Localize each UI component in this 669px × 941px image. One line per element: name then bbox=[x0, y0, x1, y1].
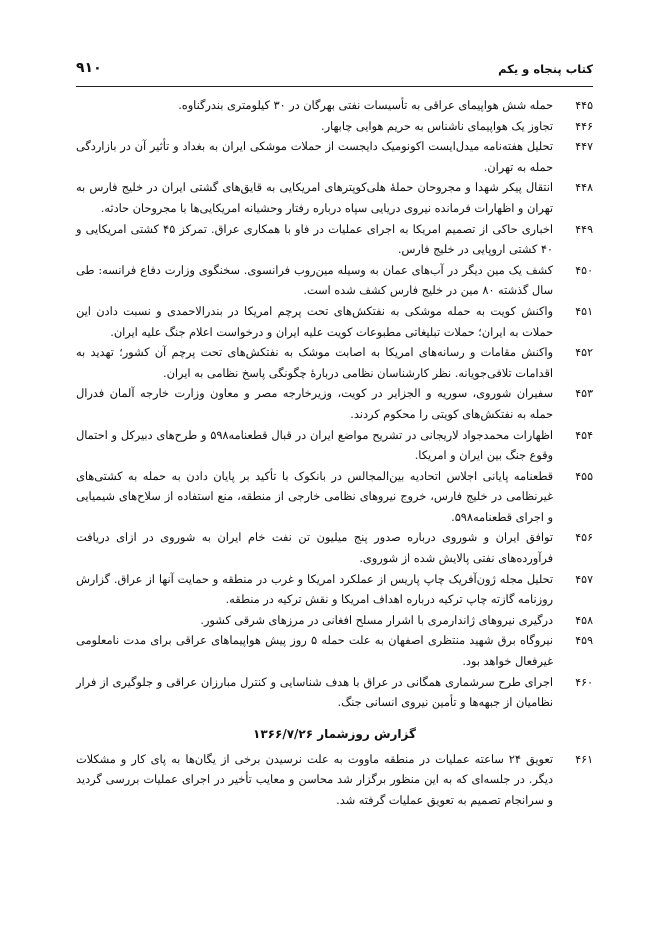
list-item bbox=[76, 426, 593, 467]
entry-text: تجاوز یک هواپیمای ناشناس به حریم هوایی چابهار. bbox=[320, 119, 553, 133]
entry-number: ۴۵۵ bbox=[575, 469, 593, 483]
entry-number: ۴۵۸ bbox=[575, 613, 593, 627]
entry-number: ۴۵۱ bbox=[575, 304, 593, 318]
entry-number: ۴۴۷ bbox=[575, 140, 593, 154]
entry-text: واکنش کویت به حمله موشکی به نفتکش‌های تحت پرچم امریکا در بندرالاحمدی و نسبت دادن این حملات به ایران؛ حملات تبلیغاتی مطبوعات کویت علیه ایران و درخواست اعلام جنگ علیه ایران. bbox=[76, 304, 553, 339]
list-item bbox=[76, 467, 593, 529]
entry-number: ۴۴۶ bbox=[575, 119, 593, 133]
list-item bbox=[76, 611, 593, 632]
page-number: ۹۱۰ bbox=[76, 60, 102, 76]
list-item bbox=[76, 178, 593, 219]
entry-text: اخباری حاکی از تصمیم امریکا به اجرای عملیات در فاو با همکاری عراق. تمرکز ۴۵ کشتی امریکایی و ۴۰ کشتی اروپایی در خلیج فارس. bbox=[76, 222, 553, 257]
entry-number: ۴۵۳ bbox=[575, 387, 593, 401]
list-item bbox=[76, 570, 593, 611]
entry-text: تعویق ۲۴ ساعته عملیات در منطقه ماووت به علت نرسیدن برخی از یگان‌ها به پای کار و مشکلات دیگر. در جلسه‌ای که به این منظور برگزار شد محاسن و معایب تأخیر در اجرای عملیات بررسی گردید و سرانجام تصمیم به تعویق عملیات گرفته شد. bbox=[76, 752, 553, 807]
entry-text: تحلیل مجله ژون‌آفریک چاپ پاریس از عملکرد امریکا و غرب در منطقه و حمایت آنها از عراق. گزارش روزنامه گازته چاپ ترکیه درباره اهداف امریکا و نقش ترکیه در منطقه. bbox=[76, 572, 553, 607]
section-heading: گزارش روزشمار ۱۳۶۶/۷/۲۶ bbox=[253, 726, 416, 741]
list-item bbox=[76, 302, 593, 343]
entry-number: ۴۵۹ bbox=[575, 634, 593, 648]
entry-number: ۴۶۱ bbox=[575, 752, 593, 766]
list-item bbox=[76, 384, 593, 425]
entry-text: کشف یک مین دیگر در آب‌های عمان به وسیله مین‌روب فرانسوی. سخنگوی وزارت دفاع فرانسه: طی سال گذشته ۸۰ مین در خلیج فارس کشف شده است. bbox=[76, 263, 553, 298]
entry-text: انتقال پیکر شهدا و مجروحان حملهٔ هلی‌کوپترهای امریکایی به قایق‌های گشتی ایران در خلیج فارس به تهران و اظهارات فرمانده نیروی دریایی سپاه درباره رفتار وحشیانه امریکایی‌ها با مجروحان حادثه. bbox=[76, 181, 553, 215]
list-item bbox=[76, 673, 593, 714]
entry-text: توافق ایران و شوروی درباره صدور پنج میلیون تن نفت خام ایران به شوروی در ازای دریافت فرآورده‌های نفتی پالایش شده از شوروی. bbox=[76, 531, 553, 566]
header-divider bbox=[76, 86, 593, 87]
entry-text: نیروگاه برق شهید منتظری اصفهان به علت حمله ۵ روز پیش هواپیماهای عراقی برای مدت نامعلومی غیرفعال خواهد بود. bbox=[76, 634, 553, 669]
entry-text: واکنش مقامات و رسانه‌های امریکا به اصابت موشک به نفتکش‌های تحت پرچم آن کشور؛ تهدید به اقدامات تلافی‌جویانه. نظر کارشناسان نظامی دربارهٔ چگونگی پاسخ نظامی به ایران. bbox=[76, 346, 553, 380]
list-item bbox=[76, 117, 593, 138]
entry-number: ۴۵۴ bbox=[575, 428, 593, 442]
list-item bbox=[76, 528, 593, 569]
entry-number: ۴۶۰ bbox=[575, 675, 593, 689]
entry-number: ۴۴۵ bbox=[575, 99, 593, 112]
entry-text: اظهارات محمدجواد لاریجانی در تشریح مواضع ایران در قبال قطعنامه۵۹۸ و طرح‌های دبیرکل و احتمال وقوع جنگ بین ایران و امریکا. bbox=[76, 428, 554, 463]
list-item bbox=[76, 750, 593, 812]
entry-text: قطعنامه پایانی اجلاس اتحادیه بین‌المجالس در بانکوک با تأکید بر پایان دادن به حمله به کشتی‌های غیرنظامی در خلیج فارس، خروج نیروهای نظامی خارجی از منطقه، منع استفاده از سلاح‌های شیمیایی و اجرای قطعنامه۵۹۸. bbox=[76, 469, 553, 524]
book-title: کتاب پنجاه و یکم bbox=[498, 62, 593, 76]
list-item bbox=[76, 137, 593, 178]
entry-text: تحلیل هفته‌نامه میدل‌ایست اکونومیک دایجست از حملات موشکی ایران به بغداد و تأثیر آن در بازاردگی حمله به تهران. bbox=[76, 140, 553, 174]
list-item bbox=[76, 220, 593, 261]
list-item bbox=[76, 343, 593, 384]
entry-number: ۴۴۹ bbox=[575, 222, 593, 236]
entry-text: درگیری نیروهای ژاندارمری با اشرار مسلح افغانی در مرزهای شرقی کشور. bbox=[200, 613, 553, 627]
entry-number: ۴۴۸ bbox=[575, 181, 593, 195]
list-item bbox=[76, 96, 593, 117]
page-header bbox=[76, 60, 593, 86]
entry-number: ۴۵۷ bbox=[575, 572, 593, 586]
entry-text: سفیران شوروی، سوریه و الجزایر در کویت، وزیرخارجه مصر و معاون وزارت خارجه آلمان فدرال حمله به نفتکش‌های کویتی را محکوم کردند. bbox=[76, 387, 553, 421]
list-item bbox=[76, 631, 593, 672]
entry-text: اجرای طرح سرشماری همگانی در عراق با هدف شناسایی و کنترل مبارزان عراقی و جلوگیری از فرار نظامیان از جبهه‌ها و تأمین نیروی انسانی جنگ. bbox=[76, 675, 553, 710]
entry-text: حمله شش هواپیمای عراقی به تأسیسات نفتی بهرگان در ۳۰ کیلومتری بندرگناوه. bbox=[178, 99, 553, 112]
list-item bbox=[76, 261, 593, 302]
entry-number: ۴۵۲ bbox=[575, 346, 593, 360]
entry-number: ۴۵۶ bbox=[575, 531, 593, 545]
chronology-entries bbox=[76, 96, 593, 812]
entry-number: ۴۵۰ bbox=[575, 263, 593, 277]
